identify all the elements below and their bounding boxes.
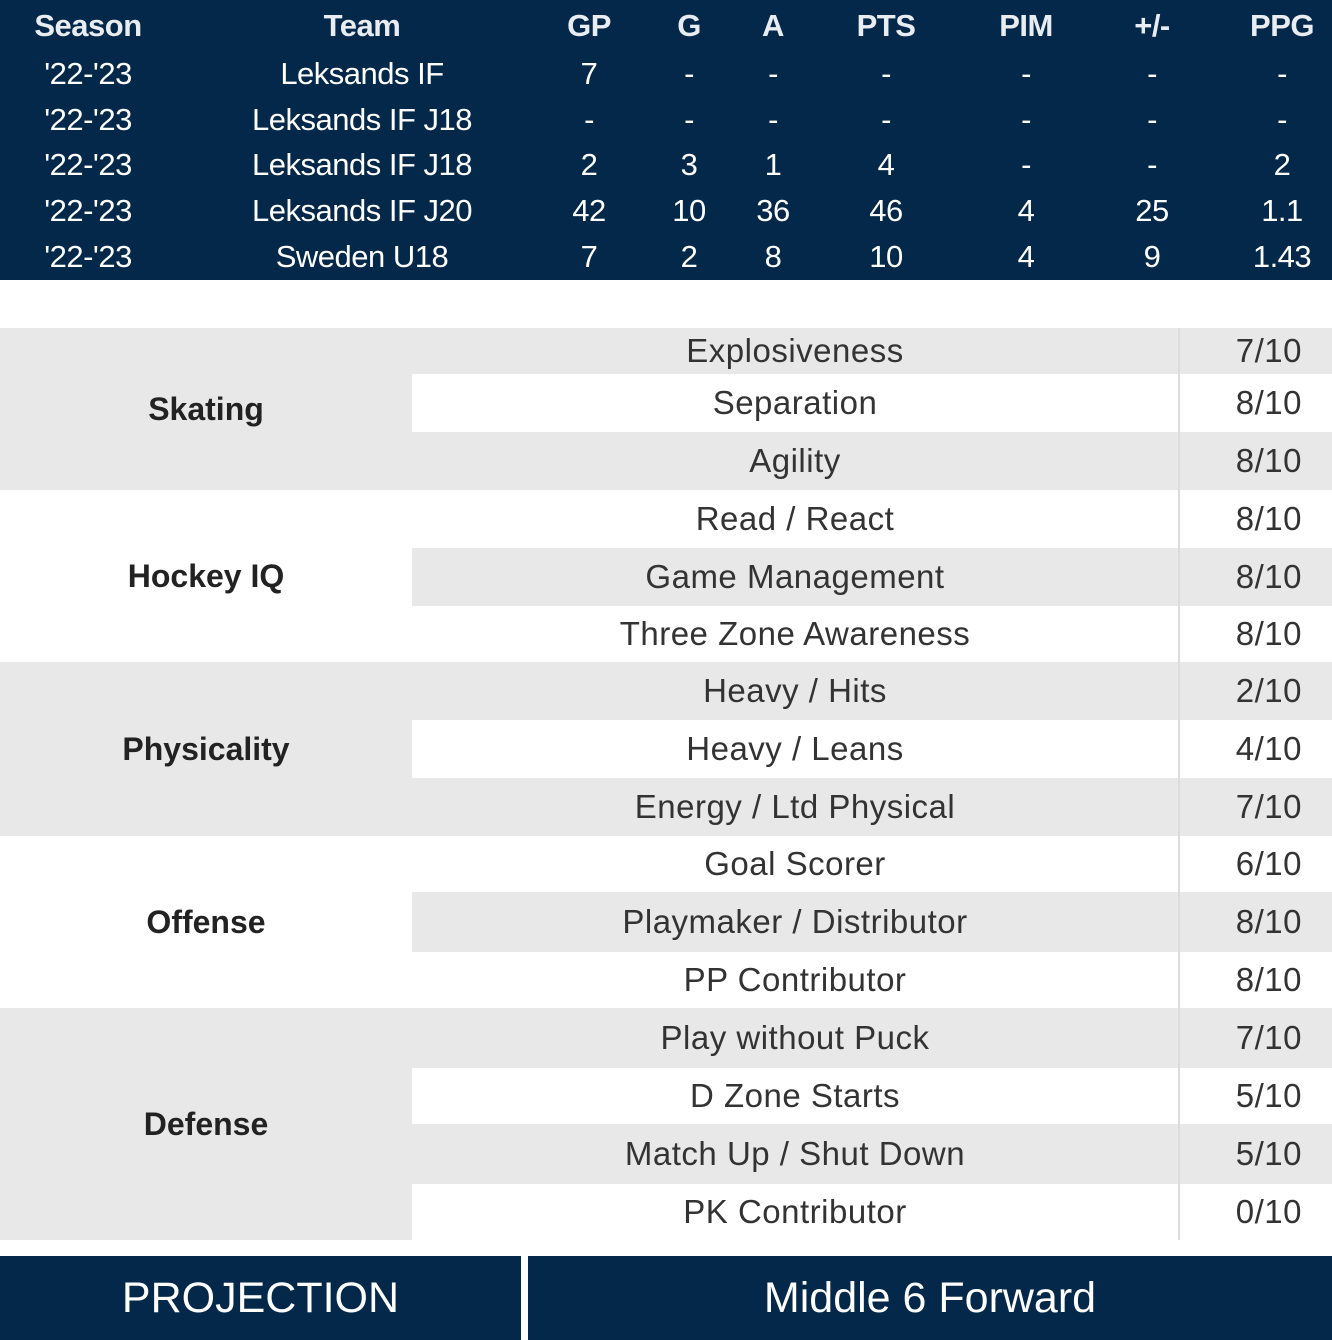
stats-row <box>0 142 1332 188</box>
rating-name: Heavy / Hits <box>412 662 1180 720</box>
header-plus-minus: +/- <box>1134 8 1170 43</box>
rating-row <box>412 836 1332 892</box>
rating-score: 4/10 <box>1235 730 1302 767</box>
stats-cell-ppg: 2 <box>1273 147 1291 182</box>
stats-cell-pim: - <box>1021 147 1031 182</box>
header-season: Season <box>34 8 142 43</box>
stats-row <box>0 188 1332 234</box>
rating-score: 6/10 <box>1235 845 1302 882</box>
rating-name: Game Management <box>412 548 1180 606</box>
stats-cell-plus-minus: 9 <box>1143 239 1161 274</box>
stats-row <box>0 97 1332 143</box>
stats-cell-a: 1 <box>764 147 782 182</box>
rating-row <box>412 892 1332 952</box>
rating-row <box>412 1184 1332 1240</box>
ratings-table <box>0 328 1332 1252</box>
rating-name: Read / React <box>412 490 1180 548</box>
stats-cell-season: '22-'23 <box>44 193 132 228</box>
rating-name: Play without Puck <box>412 1008 1180 1068</box>
stats-row <box>0 51 1332 97</box>
rating-score: 2/10 <box>1235 672 1302 709</box>
rating-name: PK Contributor <box>412 1184 1180 1240</box>
stats-cell-team: Leksands IF J18 <box>252 102 472 137</box>
stats-cell-season: '22-'23 <box>44 102 132 137</box>
stats-cell-g: - <box>684 102 694 137</box>
rating-row <box>412 952 1332 1008</box>
rating-score: 8/10 <box>1235 961 1302 998</box>
rating-row <box>412 1008 1332 1068</box>
stats-cell-pts: 10 <box>869 239 903 274</box>
header-gp: GP <box>567 8 611 43</box>
stats-row <box>0 234 1332 280</box>
rating-name: Agility <box>412 432 1180 490</box>
stats-cell-team: Leksands IF J18 <box>252 147 472 182</box>
header-pim: PIM <box>999 8 1053 43</box>
rating-row <box>412 606 1332 662</box>
rating-score: 7/10 <box>1235 1019 1302 1056</box>
rating-row <box>412 548 1332 606</box>
rating-name: Match Up / Shut Down <box>412 1124 1180 1184</box>
category-physicality: Physicality <box>0 662 412 836</box>
category-offense: Offense <box>0 836 412 1008</box>
header-g: G <box>677 8 701 43</box>
stats-cell-a: 8 <box>764 239 782 274</box>
rating-row <box>412 490 1332 548</box>
stats-cell-a: - <box>768 102 778 137</box>
category-skating: Skating <box>0 328 412 490</box>
rating-name: Heavy / Leans <box>412 720 1180 778</box>
stats-cell-a: 36 <box>756 193 790 228</box>
stats-cell-pim: 4 <box>1017 239 1035 274</box>
stats-cell-g: 2 <box>680 239 698 274</box>
stats-cell-a: - <box>768 56 778 91</box>
rating-row <box>412 328 1332 374</box>
stats-table <box>0 0 1332 280</box>
header-a: A <box>762 8 784 43</box>
stats-cell-pts: - <box>881 56 891 91</box>
stats-cell-plus-minus: - <box>1147 147 1157 182</box>
rating-score: 7/10 <box>1235 332 1302 369</box>
rating-score: 8/10 <box>1235 558 1302 595</box>
projection-label: PROJECTION <box>0 1256 521 1340</box>
stats-header-row <box>0 3 1332 49</box>
rating-name: Playmaker / Distributor <box>412 892 1180 952</box>
rating-score: 0/10 <box>1235 1193 1302 1230</box>
stats-cell-plus-minus: 25 <box>1135 193 1169 228</box>
stats-cell-g: 3 <box>680 147 698 182</box>
stats-cell-season: '22-'23 <box>44 56 132 91</box>
stats-cell-team: Leksands IF J20 <box>252 193 472 228</box>
rating-name: Energy / Ltd Physical <box>412 778 1180 836</box>
rating-name: Explosiveness <box>412 328 1180 374</box>
stats-cell-pim: - <box>1021 102 1031 137</box>
stats-cell-ppg: 1.1 <box>1261 193 1303 228</box>
stats-cell-gp: - <box>584 102 594 137</box>
rating-row <box>412 432 1332 490</box>
rating-score: 5/10 <box>1235 1135 1302 1172</box>
header-pts: PTS <box>856 8 916 43</box>
stats-cell-pim: 4 <box>1017 193 1035 228</box>
category-hockey-iq: Hockey IQ <box>0 490 412 662</box>
category-defense: Defense <box>0 1008 412 1240</box>
rating-score: 8/10 <box>1235 903 1302 940</box>
rating-row <box>412 778 1332 836</box>
rating-score: 5/10 <box>1235 1077 1302 1114</box>
stats-cell-g: 10 <box>672 193 706 228</box>
rating-name: PP Contributor <box>412 952 1180 1008</box>
rating-row <box>412 662 1332 720</box>
rating-score: 8/10 <box>1235 442 1302 479</box>
stats-cell-pts: - <box>881 102 891 137</box>
projection-value: Middle 6 Forward <box>528 1256 1332 1340</box>
rating-score: 8/10 <box>1235 384 1302 421</box>
stats-cell-team: Sweden U18 <box>275 239 449 274</box>
rating-row <box>412 374 1332 432</box>
stats-cell-plus-minus: - <box>1147 102 1157 137</box>
rating-row <box>412 1124 1332 1184</box>
stats-cell-pts: 4 <box>877 147 895 182</box>
stats-cell-g: - <box>684 56 694 91</box>
rating-score: 7/10 <box>1235 788 1302 825</box>
rating-row <box>412 720 1332 778</box>
rating-name: Separation <box>412 374 1180 432</box>
stats-cell-pts: 46 <box>869 193 903 228</box>
rating-name: Goal Scorer <box>412 836 1180 892</box>
stats-cell-season: '22-'23 <box>44 147 132 182</box>
rating-score: 8/10 <box>1235 615 1302 652</box>
rating-name: D Zone Starts <box>412 1068 1180 1124</box>
rating-name: Three Zone Awareness <box>412 606 1180 662</box>
stats-cell-gp: 7 <box>580 56 598 91</box>
stats-cell-team: Leksands IF <box>280 56 444 91</box>
stats-cell-gp: 7 <box>580 239 598 274</box>
stats-cell-ppg: 1.43 <box>1252 239 1312 274</box>
header-team: Team <box>323 8 401 43</box>
stats-cell-ppg: - <box>1277 102 1287 137</box>
stats-cell-gp: 2 <box>580 147 598 182</box>
stats-cell-gp: 42 <box>572 193 606 228</box>
rating-row <box>412 1068 1332 1124</box>
header-ppg: PPG <box>1250 8 1314 43</box>
stats-cell-season: '22-'23 <box>44 239 132 274</box>
stats-cell-pim: - <box>1021 56 1031 91</box>
rating-score: 8/10 <box>1235 500 1302 537</box>
stats-cell-plus-minus: - <box>1147 56 1157 91</box>
stats-cell-ppg: - <box>1277 56 1287 91</box>
